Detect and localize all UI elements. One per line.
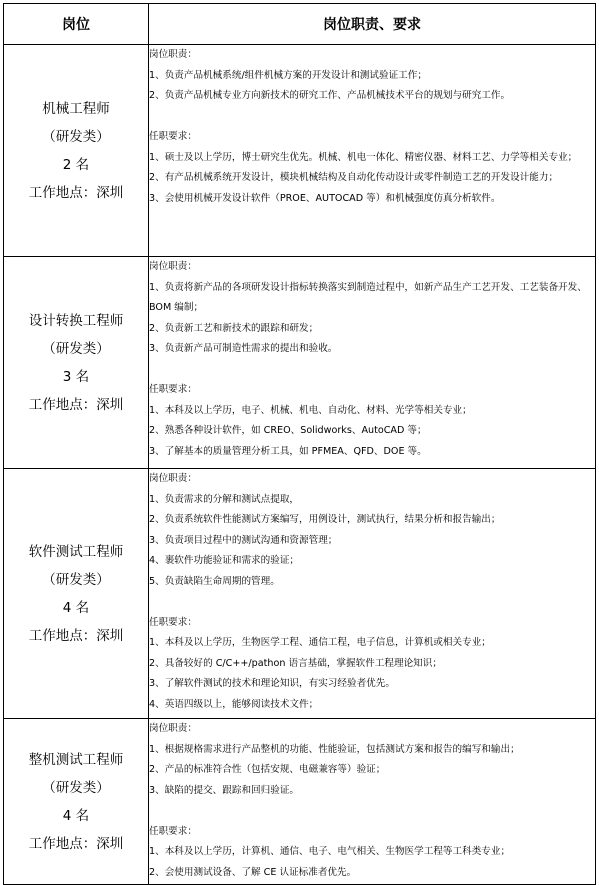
responsibilities-label: 岗位职责： — [149, 261, 197, 272]
job-details — [149, 45, 596, 257]
job-category: （研发类） — [42, 340, 110, 357]
requirement-item: 1、本科及以上学历，计算机、通信、电子、电气相关、生物医学工程等工科类专业； — [149, 846, 511, 857]
job-location: 工作地点：深圳 — [28, 835, 124, 852]
job-count: 2 名 — [62, 156, 90, 173]
job-summary — [4, 257, 149, 469]
job-table — [3, 3, 596, 885]
responsibility-item: 1、负责需求的分解和测试点提取， — [149, 493, 300, 505]
responsibility-item: 1、负责将新产品的各项研发设计指标转换落实到制造过程中，如新产品生产工艺开发、工艺装备开发、BOM 编制； — [149, 281, 587, 313]
responsibility-item: 2、产品的标准符合性（包括安规、电磁兼容等）验证； — [149, 764, 386, 775]
blank-line — [149, 592, 595, 613]
requirements-label: 任职要求： — [149, 825, 197, 837]
responsibility-item: 1、根据规格需求进行产品整机的功能、性能验证，包括测试方案和报告的编写和输出； — [149, 743, 520, 755]
requirement-item: 4、英语四级以上，能够阅读技术文件； — [149, 698, 319, 710]
requirement-item: 1、本科及以上学历，电子、机械、机电、自动化、材料、光学等相关专业； — [149, 404, 472, 416]
responsibilities-label: 岗位职责： — [149, 49, 197, 60]
requirements-label: 任职要求： — [149, 384, 197, 395]
requirement-item: 1、硕士及以上学历，博士研究生优先。机械、机电一体化、精密仪器、材料工艺、力学等相关专业； — [149, 151, 578, 163]
blank-line — [149, 360, 595, 381]
job-row — [4, 257, 596, 469]
responsibility-item: 2、负责新工艺和新技术的跟踪和研发； — [149, 322, 319, 334]
job-title: 设计转换工程师 — [28, 312, 124, 329]
requirement-item: 2、会使用测试设备、了解 CE 认证标准者优先。 — [149, 866, 357, 878]
job-row — [4, 45, 596, 257]
table-header-row — [4, 4, 596, 45]
job-count: 4 名 — [62, 807, 90, 824]
responsibilities-label: 岗位职责： — [149, 473, 197, 484]
job-category: （研发类） — [42, 779, 110, 796]
requirements-label: 任职要求： — [149, 131, 197, 142]
responsibility-item: 5、负责缺陷生命周期的管理。 — [149, 575, 280, 587]
job-summary — [4, 45, 149, 257]
job-details — [149, 257, 596, 469]
job-category: （研发类） — [42, 571, 110, 588]
job-details — [149, 719, 596, 885]
header-position: 岗位 — [4, 4, 149, 45]
job-location: 工作地点：深圳 — [28, 396, 124, 413]
responsibility-item: 3、负责新产品可制造性需求的提出和验收。 — [149, 343, 338, 354]
responsibility-item: 2、负责系统软件性能测试方案编写，用例设计，测试执行，结果分析和报告输出； — [149, 514, 501, 525]
job-row — [4, 469, 596, 719]
blank-line — [149, 801, 595, 822]
job-row — [4, 719, 596, 885]
requirement-item: 2、具备较好的 C/C++/pathon 语言基础，掌握软件工程理论知识； — [149, 657, 442, 669]
job-count: 4 名 — [62, 599, 90, 616]
responsibility-item: 3、负责项目过程中的测试沟通和资源管理； — [149, 534, 338, 546]
job-summary — [4, 719, 149, 885]
requirement-item: 2、有产品机械系统开发设计，模块机械结构及自动化传动设计或零件制造工艺的开发设计能力； — [149, 172, 559, 183]
job-title: 软件测试工程师 — [28, 543, 124, 560]
job-location: 工作地点：深圳 — [28, 627, 124, 644]
responsibility-item: 4、裹软件功能验证和需求的验证； — [149, 555, 300, 566]
job-details — [149, 469, 596, 719]
job-title: 机械工程师 — [42, 100, 110, 117]
requirement-item: 3、了解基本的质量管理分析工具，如 PFMEA、QFD、DOE 等。 — [149, 445, 427, 457]
responsibilities-label: 岗位职责： — [149, 723, 197, 734]
requirement-item: 3、了解软件测试的技术和理论知识，有实习经验者优先。 — [149, 678, 395, 689]
header-duties: 岗位职责、要求 — [149, 4, 596, 45]
job-location: 工作地点：深圳 — [28, 184, 124, 201]
requirement-item: 2、熟悉各种设计软件，如 CREO、Solidworks、AutoCAD 等； — [149, 425, 427, 436]
job-summary — [4, 469, 149, 719]
job-title: 整机测试工程师 — [28, 751, 124, 768]
requirement-item: 3、会使用机械开发设计软件（PROE、AUTOCAD 等）和机械强度仿真分析软件。 — [149, 192, 501, 204]
blank-line — [149, 107, 595, 128]
job-count: 3 名 — [62, 368, 90, 385]
responsibility-item: 3、缺陷的提交、跟踪和回归验证。 — [149, 784, 300, 796]
requirements-label: 任职要求： — [149, 616, 197, 628]
responsibility-item: 2、负责产品机械专业方向新技术的研究工作、产品机械技术平台的规划与研究工作。 — [149, 90, 511, 101]
job-category: （研发类） — [42, 128, 110, 145]
responsibility-item: 1、负责产品机械系统/组件机械方案的开发设计和测试验证工作； — [149, 69, 427, 81]
requirement-item: 1、本科及以上学历，生物医学工程、通信工程，电子信息，计算机或相关专业； — [149, 637, 491, 648]
